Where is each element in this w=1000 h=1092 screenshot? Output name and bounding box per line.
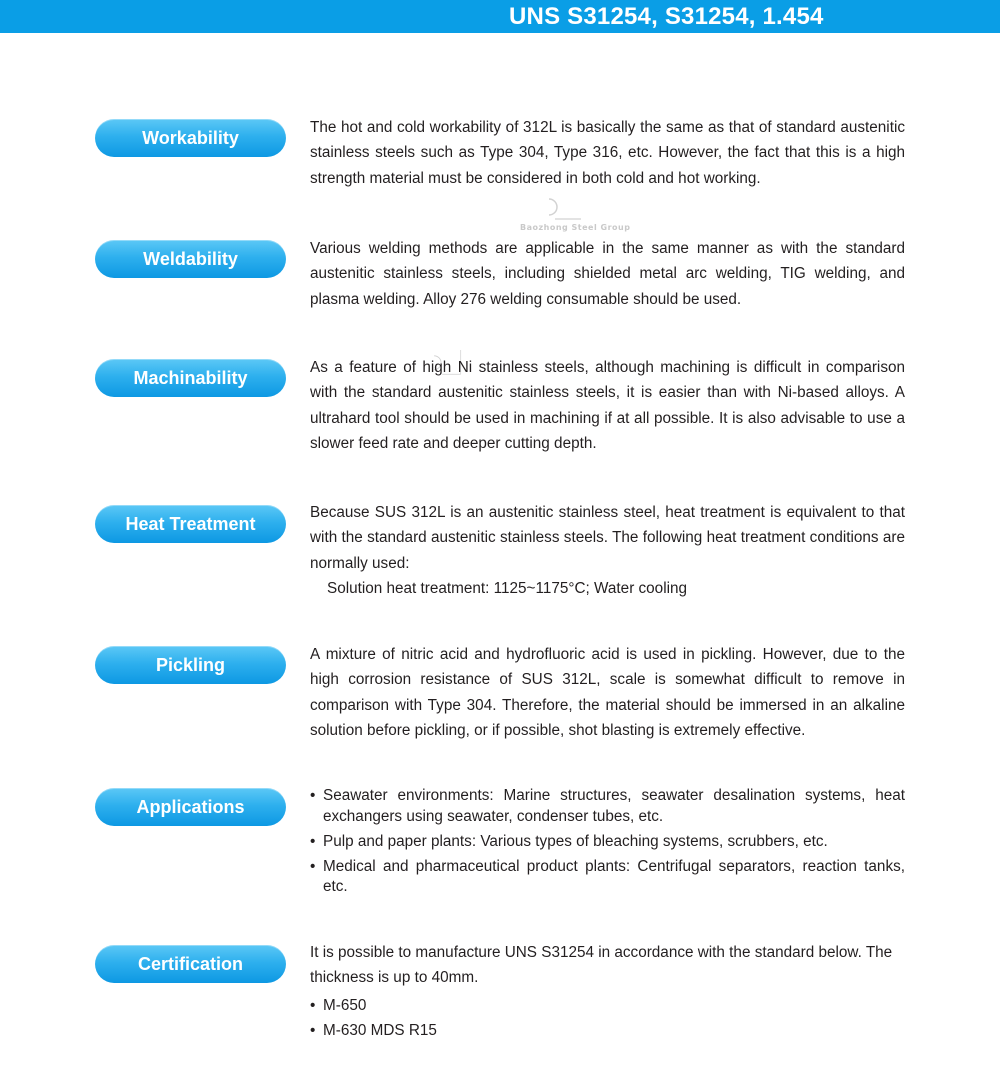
paragraph: Various welding methods are applicable in the same manner as with the standard austenitic stainless steels, including shielded metal arc welding, TIG welding, and plasma welding. Alloy 276 welding consumable should be used.	[310, 240, 905, 308]
paragraph: As a feature of high Ni stainless steels, although machining is difficult in comparison with the standard austenitic stainless steels, it is easier than with Ni-based alloys. A ultrahard tool should be used in machining if at all possible. It is also advisable to use a slower feed rate and deeper cutting depth.	[310, 359, 905, 452]
heat-treatment-note: Solution heat treatment: 1125~1175°C; Water cooling	[327, 579, 688, 597]
paragraph: The hot and cold workability of 312L is basically the same as that of standard austenitic stainless steels such as Type 304, Type 316, etc. However, the fact that this is a high strength material must be considered in both cold and hot working.	[310, 119, 905, 187]
certification-list	[310, 993, 905, 1043]
section-body	[310, 500, 905, 601]
page-title: UNS S31254, S31254, 1.454	[509, 3, 824, 30]
applications-list	[310, 786, 905, 898]
paragraph: It is possible to manufacture UNS S31254 in accordance with the standard below. The thickness is up to 40mm.	[310, 944, 893, 987]
section-body	[310, 115, 905, 191]
section-body	[310, 642, 905, 743]
section-label-machinability: Machinability	[95, 359, 286, 397]
bullet-icon: •	[310, 832, 316, 850]
bullet-icon: •	[310, 1021, 316, 1039]
bullet-icon: •	[310, 857, 316, 875]
watermark-text: Baozhong Steel Group	[520, 223, 631, 232]
list-item: • M-650	[310, 993, 905, 1018]
paragraph: A mixture of nitric acid and hydrofluoric acid is used in pickling. However, due to the high corrosion resistance of SUS 312L, scale is somewhat difficult to remove in comparison with Type 304. Therefore, the material should be immersed in an alkaline solution before pickling, or if possible, shot blasting is extremely effective.	[310, 646, 905, 739]
section-body	[310, 355, 905, 456]
list-item: • Pulp and paper plants: Various types of bleaching systems, scrubbers, etc.	[310, 832, 905, 853]
section-body	[310, 940, 905, 1043]
section-label-pickling: Pickling	[95, 646, 286, 684]
list-item: • M-630 MDS R15	[310, 1018, 905, 1043]
header-bar	[0, 0, 1000, 33]
bullet-icon: •	[310, 996, 316, 1014]
bullet-icon: •	[310, 787, 316, 804]
section-label-certification: Certification	[95, 945, 286, 983]
section-label-workability: Workability	[95, 119, 286, 157]
section-body	[310, 236, 905, 312]
list-item: • Seawater environments: Marine structures, seawater desalination systems, heat exchangers using seawater, condenser tubes, etc.	[310, 787, 905, 825]
list-item: • Medical and pharmaceutical product plants: Centrifugal separators, reaction tanks, etc.	[310, 857, 905, 895]
paragraph: Because SUS 312L is an austenitic stainless steel, heat treatment is equivalent to that with the standard austenitic stainless steels. The following heat treatment conditions are normally used:	[310, 504, 905, 572]
section-body	[310, 786, 905, 902]
section-label-weldability: Weldability	[95, 240, 286, 278]
watermark-logo-icon	[545, 195, 581, 221]
section-label-applications: Applications	[95, 788, 286, 826]
section-label-heat-treatment: Heat Treatment	[95, 505, 286, 543]
